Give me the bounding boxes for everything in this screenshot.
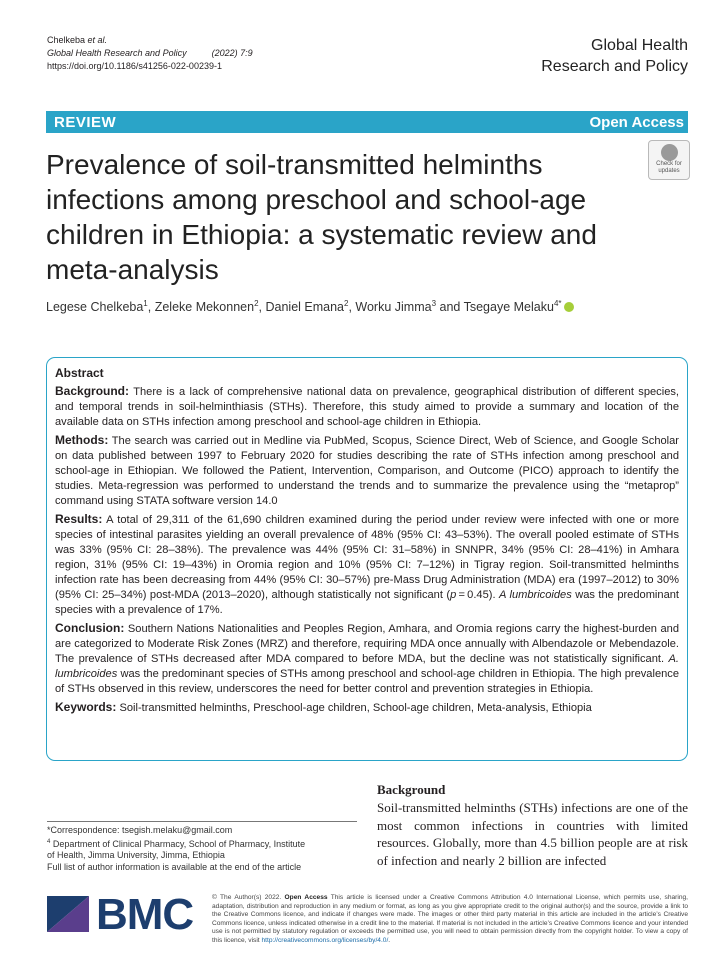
abstract-results-text: A total of 29,311 of the 61,690 children examined during the period under review were infected with one or more species of intestinal parasites yielding an overall prevalence of 48% (95% CI: 43–53%). The overall pooled estimate of STHs was 33% (95% CI: 28–38%). The prevalence was 44% (95% CI: 31–58%) in SNNPR, 34% (95% CI: 28–41%) in Amhara region, 31% (95% CI: 19–43%) in Oromia region and 10% (95% CI: 7–12%) in Tigray region. Soil-transmitted helminths infection rate has been decreasing from 44% (95% CI: 30–57%) pre-Mass Drug Administration (MDA) era (1997–2012) to 30% (95% CI: 25–34%) post-MDA (2013–2020), although statistically not significant ( [55,514,679,601]
abstract-conclusion [55,621,679,697]
citation-etal: et al. [87,35,108,45]
abstract-results-species: A lumbricoides [499,589,572,601]
license-text [212,894,688,946]
bmc-logo-text[interactable]: BMC [96,890,194,939]
author-name[interactable]: Daniel Emana [265,300,344,315]
license-body: This article is licensed under a Creative Commons Attribution 4.0 International License, which permits use, sharing, adaptation, distribution and reproduction in any medium or format, as long as you give appropriate credit to the original author(s) and the source, provide a link to the Creative Commons licence, and indicate if changes were made. The images or other third party material in this article are included in the article’s Creative Commons licence, unless indicated otherwise in a credit line to the material. If material is not included in the article’s Creative Commons licence and your intended use is not permitted by statutory regulation or exceeds the permitted use, you will need to obtain permission directly from the copyright holder. To view a copy of this licence, visit [212,894,688,944]
abstract-background-label: Background: [55,384,130,398]
author-affiliation-sup: 2 [344,299,349,308]
citation-block [47,34,253,73]
license-end: . [388,936,391,944]
author-affiliation-sup: 1 [143,299,148,308]
check-updates-line2: updates [658,168,680,174]
article-type-banner [46,111,688,133]
citation-author: Chelkeba [47,35,86,45]
author-name[interactable]: Zeleke Mekonnen [154,300,255,315]
citation-journal: Global Health Research and Policy [47,48,187,58]
crossmark-icon [661,144,678,161]
abstract-background-text: There is a lack of comprehensive national data on prevalence, geographical distribution of different species, and temporal trends in soil-helminthiasis (STHs). Therefore, this study aimed to provide a summary and location of the available data on STHs infection among preschool and school-age children in Ethiopia. [55,386,679,428]
author-separator: , [348,300,356,315]
full-author-info-note: Full list of author information is available at the end of the article [47,861,302,872]
author-name[interactable]: Legese Chelkeba [46,300,144,315]
orcid-icon[interactable] [564,302,574,312]
affiliation-line2: of Health, Jimma University, Jimma, Ethiopia [47,850,225,860]
author-affiliation-sup: 2 [254,299,259,308]
license-open-access: Open Access [284,894,328,901]
footnote-divider [47,821,357,822]
article-title: Prevalence of soil-transmitted helminths infections among preschool and school-age children in Ethiopia: a systematic review and meta-analysis [46,149,597,285]
background-text: Soil-transmitted helminths (STHs) infections are one of the most common infections in countries with limited resources. Globally, more than 4.5 billion people are at risk of infection and nearly 2 billion are infected [377,800,688,868]
doi-link[interactable]: https://doi.org/10.1186/s41256-022-00239-1 [47,61,222,71]
abstract-results-text: was the predominant species with a prevalence of 17%. [55,589,679,616]
check-for-updates-button[interactable] [648,140,690,180]
abstract-keywords-text: Soil-transmitted helminths, Preschool-age children, School-age children, Meta-analysis, Ethiopia [119,702,592,714]
affiliation-sup: 4 [47,838,51,845]
abstract-keywords [55,700,679,716]
abstract-results-text: = 0.45). [456,589,500,601]
abstract-results-p: p [450,589,457,601]
license-copyright: © The Author(s) 2022. [212,894,285,901]
author-affiliation-sup: 4* [553,299,562,308]
author-separator: , [258,300,266,315]
license-link[interactable]: http://creativecommons.org/licenses/by/4.0/ [261,936,389,944]
article-type-label: REVIEW [54,114,117,131]
abstract-background [55,384,679,430]
journal-name-line1: Global Health [591,37,688,54]
journal-name-line2: Research and Policy [541,58,688,75]
abstract-methods-label: Methods: [55,433,109,447]
author-list [46,299,574,314]
correspondence-email[interactable]: *Correspondence: tsegish.melaku@gmail.com [47,825,233,835]
abstract-results-label: Results: [55,512,103,526]
footnotes [47,825,305,873]
affiliation-line1: Department of Clinical Pharmacy, School of Pharmacy, Institute [50,838,306,849]
abstract-methods [55,433,679,509]
abstract-results [55,512,679,618]
author-separator: and [436,300,464,315]
background-heading: Background [377,782,446,797]
bmc-logo-icon[interactable] [47,896,89,932]
check-updates-line1: Check for [656,161,682,167]
author-name[interactable]: Worku Jimma [355,300,432,315]
citation-year-volume: (2022) 7:9 [211,48,253,58]
author-separator: , [147,300,155,315]
abstract-conclusion-text: Southern Nations Nationalities and Peoples Region, Amhara, and Oromia regions carry the highest-burden and are categorized to Moderate Risk Zones (MRZ) and therefore, requiring MDA once annually with Albendazole or Mebendazole. The prevalence of STHs decreased after MDA compared to before MDA, but the decline was not statistically significant. [55,623,679,665]
abstract-conclusion-text: was the predominant species of STHs among preschool and school-age children in Ethiopia. The high prevalence of STHs observed in this review, underscores the need for better control and prevention strategies in Ethiopia. [55,668,679,695]
author-affiliation-sup: 3 [431,299,437,308]
abstract-methods-text: The search was carried out in Medline via PubMed, Scopus, Science Direct, Web of Science, and Google Scholar on data published between 1997 to February 2020 for studies describing the rate of STHs infection among preschool and school-age in Ethiopian. We followed the Patient, Intervention, Comparison, and Outcome (PICO) approach to identify the studies. Meta-regression was performed to understand the trends and to summarize the prevalence using the “metaprop” command using STATA software version 14.0 [55,435,679,507]
abstract-conclusion-label: Conclusion: [55,621,125,635]
open-access-label: Open Access [589,114,684,131]
journal-name [541,35,688,77]
author-name[interactable]: Tsegaye Melaku [463,300,554,315]
abstract-keywords-label: Keywords: [55,700,117,714]
abstract-conclusion-species: A. lumbricoides [55,653,679,680]
abstract-box [46,357,688,761]
abstract-heading: Abstract [55,366,104,380]
